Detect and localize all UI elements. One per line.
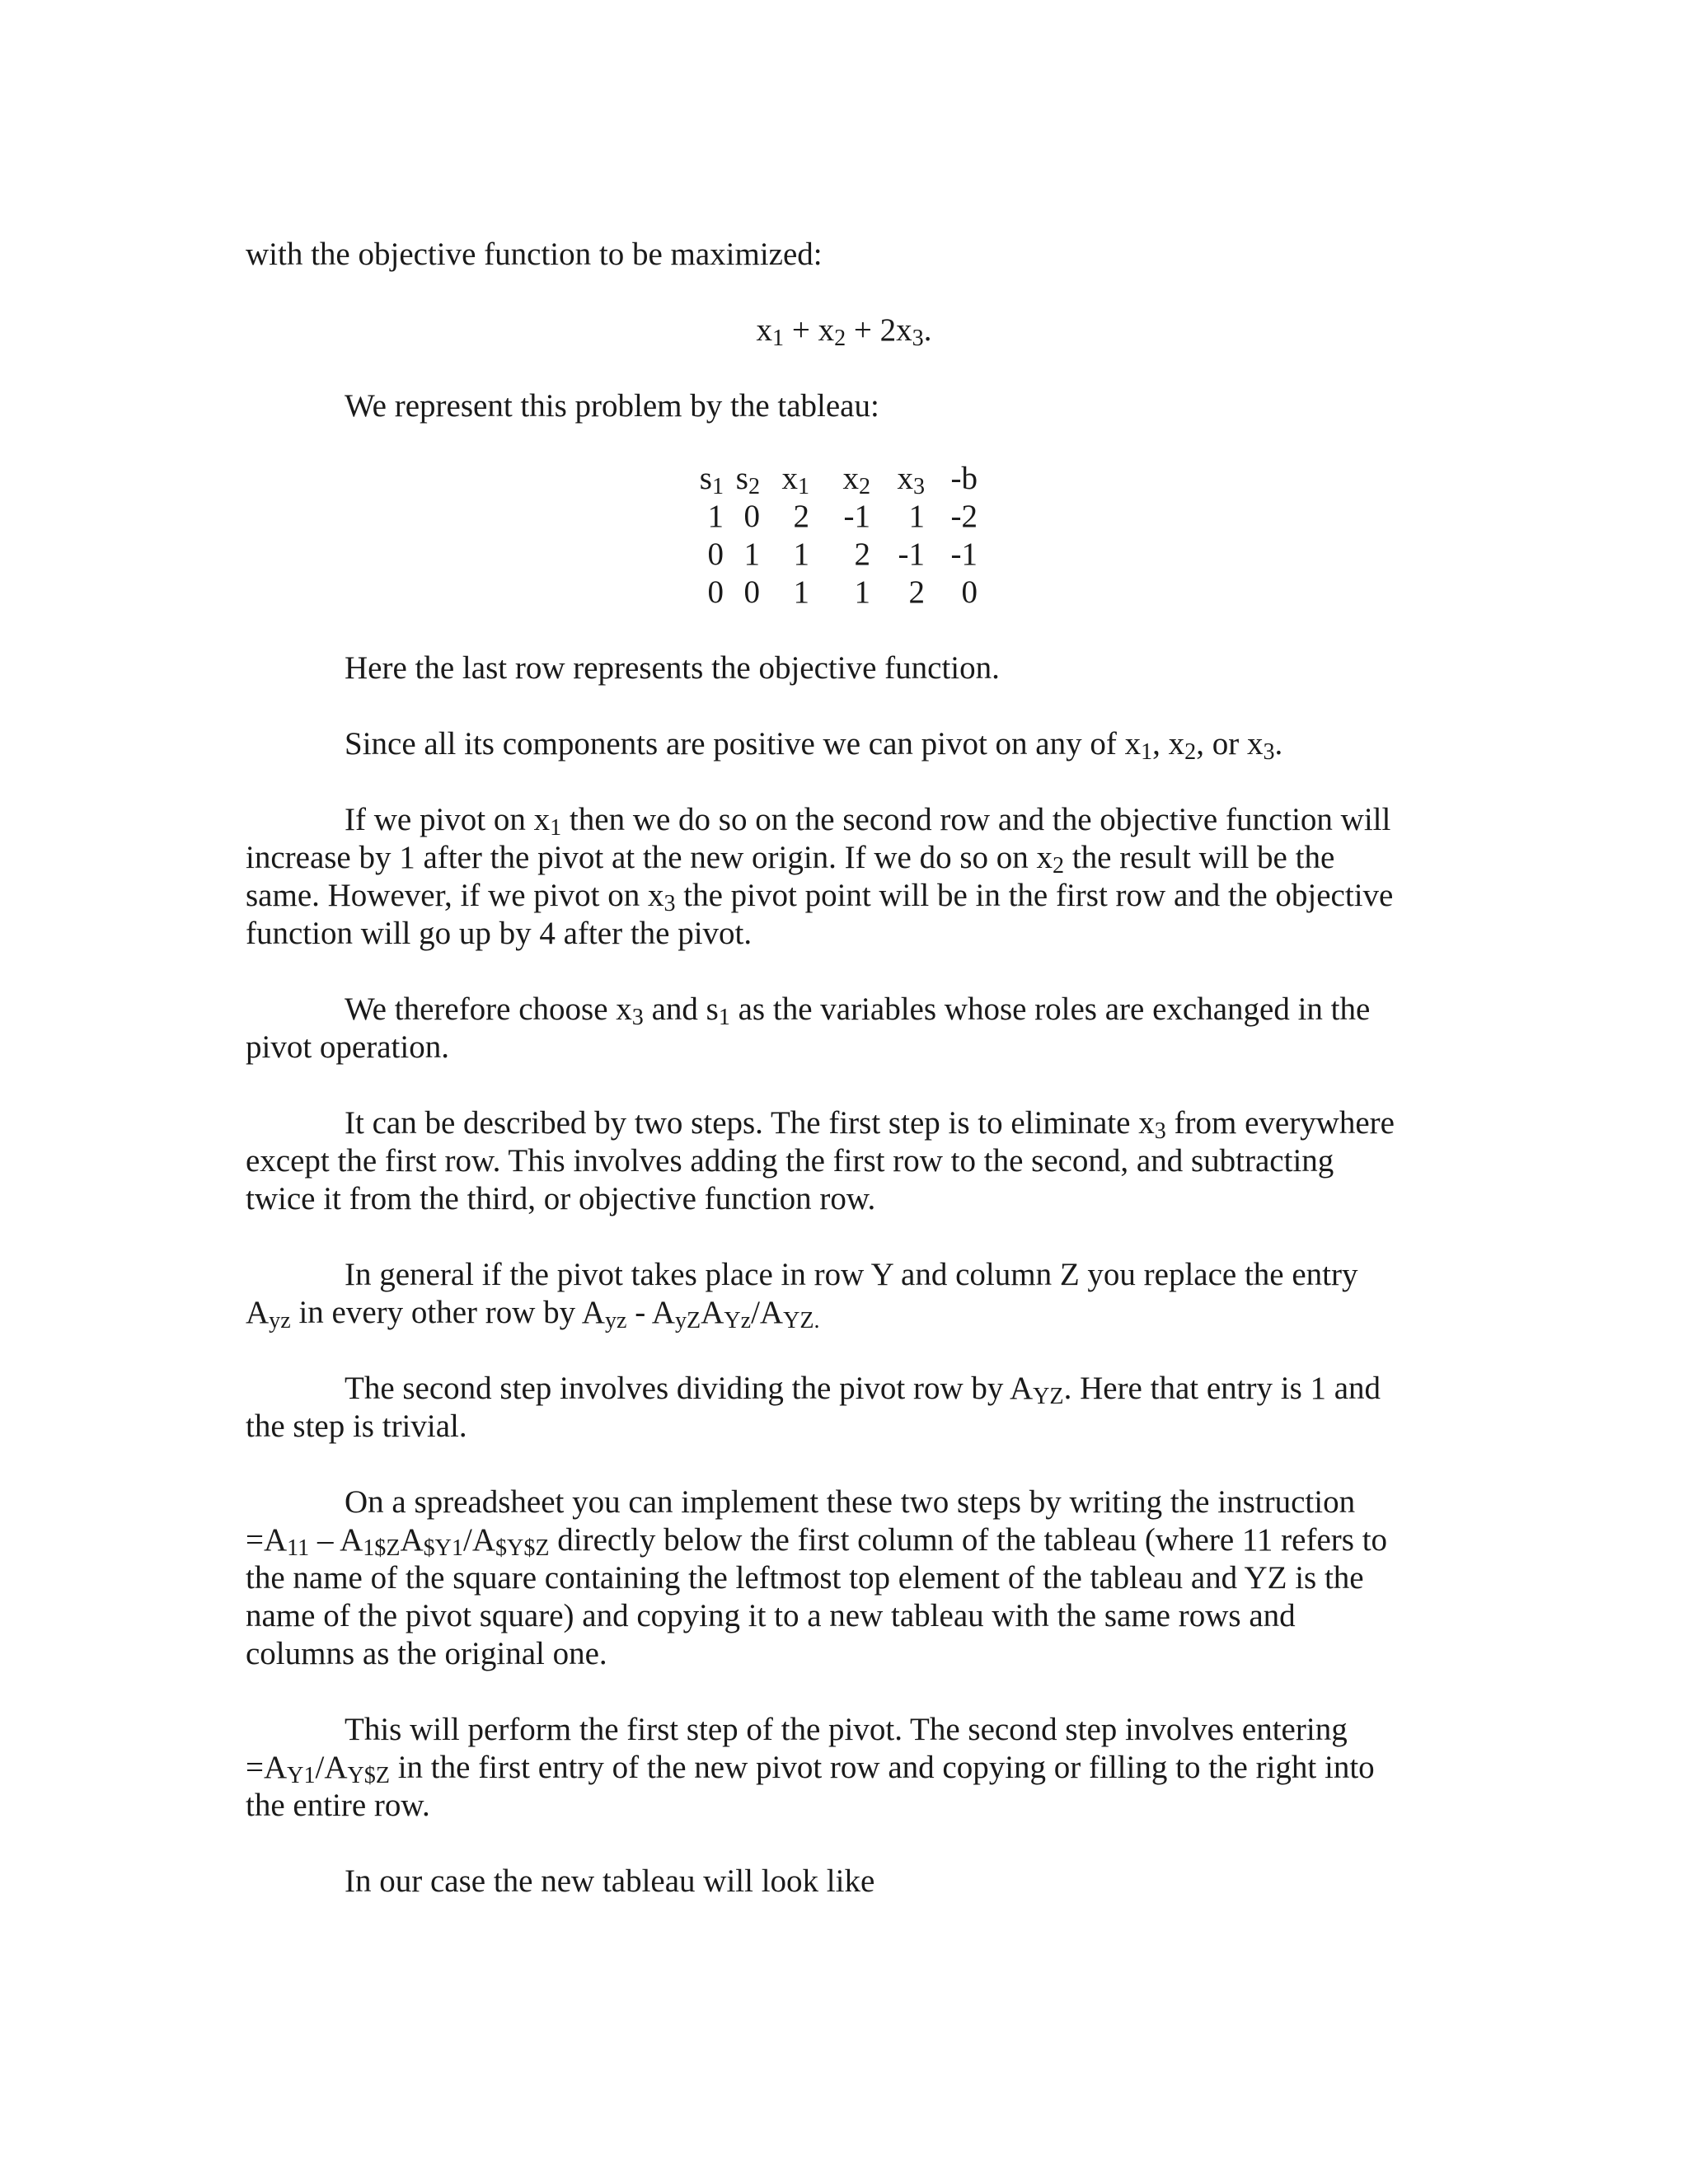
objective-term: + x <box>784 312 835 348</box>
subscript: 2 <box>748 474 760 500</box>
tableau-cell: 1 <box>743 537 760 572</box>
subscript: yZ <box>674 1308 701 1334</box>
text: in every other row by A <box>290 1295 605 1330</box>
text: Since all its components are positive we can pivot on any of x <box>345 726 1142 762</box>
text: from everywhere <box>1165 1105 1395 1141</box>
subscript: 2 <box>1184 739 1197 766</box>
paragraph-last-row: Here the last row represents the objective function. <box>345 650 1000 686</box>
tableau-cell: 2 <box>908 574 925 610</box>
tableau-cell: 1 <box>793 574 809 610</box>
subscript: 1 <box>1141 739 1153 766</box>
paragraph-pivot-choice-line <box>246 877 1393 915</box>
tableau-cell: 0 <box>707 574 724 610</box>
header-variable: x <box>897 461 913 496</box>
subscript: 3 <box>631 1005 644 1031</box>
subscript: 3 <box>1263 739 1275 766</box>
text: then we do so on the second row and the objective function will <box>561 802 1391 837</box>
text: same. However, if we pivot on x <box>246 878 664 913</box>
text: in the first entry of the new pivot row and copying or filling to the right into <box>389 1750 1375 1785</box>
paragraph-first-step-line: the entire row. <box>246 1788 430 1823</box>
paragraph-pivot-choice-line <box>345 801 1390 839</box>
subscript: 3 <box>663 891 676 917</box>
paragraph-exchange-line: pivot operation. <box>246 1029 449 1065</box>
text: A <box>246 1295 270 1330</box>
subscript: 2 <box>858 474 870 500</box>
text: as the variables whose roles are exchanged in the <box>729 991 1371 1027</box>
subscript: yz <box>269 1308 291 1334</box>
text: , x <box>1152 726 1185 762</box>
text: /A <box>751 1295 784 1330</box>
header-variable: x <box>781 461 798 496</box>
text: The second step involves dividing the pivot row by A <box>345 1371 1034 1406</box>
text: , or x <box>1196 726 1264 762</box>
header-variable: s <box>699 461 712 496</box>
paragraph-two-steps-line <box>345 1104 1395 1145</box>
text: the result will be the <box>1064 840 1335 875</box>
text: – A <box>309 1522 363 1558</box>
subscript: Y$Z <box>347 1763 390 1789</box>
tableau-cell: -2 <box>950 499 978 534</box>
header-variable: s <box>735 461 748 496</box>
header-variable: x <box>842 461 859 496</box>
subscript: 1 <box>718 1005 730 1031</box>
tableau-cell: 1 <box>908 499 925 534</box>
text: A <box>400 1522 424 1558</box>
paragraph-spreadsheet-line: the name of the square containing the leftmost top element of the tableau and YZ is the <box>246 1560 1364 1596</box>
tableau-cell: 2 <box>793 499 809 534</box>
tableau-cell: -1 <box>843 499 870 534</box>
paragraph-exchange-line <box>345 991 1370 1029</box>
text: If we pivot on x <box>345 802 551 837</box>
subscript: 1 <box>711 474 724 500</box>
tableau-header-cell: -b <box>950 461 978 496</box>
tableau-cell: 0 <box>961 574 978 610</box>
objective-term: x <box>756 312 773 348</box>
paragraph-first-step-line: This will perform the first step of the pivot. The second step involves entering <box>345 1712 1348 1747</box>
subscript: 3 <box>912 326 924 352</box>
text: - A <box>626 1295 675 1330</box>
paragraph-first-step-line <box>246 1749 1375 1787</box>
text: We therefore choose x <box>345 991 632 1027</box>
tableau-cell: 0 <box>707 537 724 572</box>
paragraph-pivot-choice-line: function will go up by 4 after the pivot. <box>246 916 753 951</box>
paragraph-two-steps-line: except the first row. This involves adding the first row to the second, and subtracting <box>246 1143 1334 1179</box>
subscript: $Y1 <box>423 1535 463 1562</box>
tableau-cell: -1 <box>950 537 978 572</box>
subscript: 11 <box>287 1535 310 1562</box>
paragraph-general-rule-line <box>246 1294 820 1332</box>
text: increase by 1 after the pivot at the new origin. If we do so on x <box>246 840 1053 875</box>
text: /A <box>315 1750 348 1785</box>
subscript: $Y$Z <box>495 1535 550 1562</box>
subscript: 1 <box>772 326 785 352</box>
tableau-cell: 2 <box>854 537 870 572</box>
subscript: 3 <box>912 474 925 500</box>
text: A <box>701 1295 724 1330</box>
paragraph-spreadsheet-line <box>246 1521 1388 1562</box>
subscript: Yz <box>724 1308 752 1334</box>
tableau-cell: 1 <box>793 537 809 572</box>
objective-term: + 2x <box>846 312 912 348</box>
subscript: Y1 <box>287 1763 316 1789</box>
paragraph-second-step-line: the step is trivial. <box>246 1408 467 1444</box>
paragraph-new-tableau: In our case the new tableau will look like <box>345 1863 875 1899</box>
paragraph-components <box>345 725 1283 766</box>
paragraph-intro: with the objective function to be maximized: <box>246 237 823 272</box>
text: . Here that entry is 1 and <box>1063 1371 1381 1406</box>
text: and s <box>643 991 719 1027</box>
tableau-cell: 0 <box>743 499 760 534</box>
text: /A <box>463 1522 495 1558</box>
subscript: yz <box>604 1308 627 1334</box>
paragraph-spreadsheet-line: columns as the original one. <box>246 1636 607 1671</box>
paragraph-general-rule-line: In general if the pivot takes place in row Y and column Z you replace the entry <box>345 1257 1358 1292</box>
tableau-cell: 1 <box>707 499 724 534</box>
tableau-cell: 1 <box>854 574 870 610</box>
paragraph-two-steps-line: twice it from the third, or objective function row. <box>246 1181 876 1216</box>
objective-term: . <box>923 312 932 348</box>
paragraph-pivot-choice-line <box>246 839 1334 877</box>
tableau-cell: -1 <box>898 537 925 572</box>
objective-function <box>0 312 1688 352</box>
subscript: YZ. <box>783 1308 820 1334</box>
subscript: 1$Z <box>363 1535 401 1562</box>
text: =A <box>246 1522 288 1558</box>
paragraph-second-step-line <box>345 1370 1381 1408</box>
text: the pivot point will be in the first row and the objective <box>675 878 1394 913</box>
subscript: YZ <box>1033 1384 1064 1410</box>
subscript: 3 <box>1154 1118 1166 1145</box>
text: =A <box>246 1750 288 1785</box>
text: directly below the first column of the tableau (where 11 refers to <box>549 1522 1388 1558</box>
text: It can be described by two steps. The first step is to eliminate x <box>345 1105 1155 1141</box>
paragraph-spreadsheet-line: name of the pivot square) and copying it to a new tableau with the same rows and <box>246 1598 1296 1633</box>
subscript: 2 <box>834 326 846 352</box>
subscript: 1 <box>797 474 809 500</box>
text: . <box>1274 726 1283 762</box>
paragraph-spreadsheet-line: On a spreadsheet you can implement these two steps by writing the instruction <box>345 1484 1356 1520</box>
subscript: 1 <box>550 815 562 841</box>
paragraph-tableau-intro: We represent this problem by the tableau: <box>345 388 879 424</box>
tableau-cell: 0 <box>743 574 760 610</box>
subscript: 2 <box>1053 853 1065 879</box>
